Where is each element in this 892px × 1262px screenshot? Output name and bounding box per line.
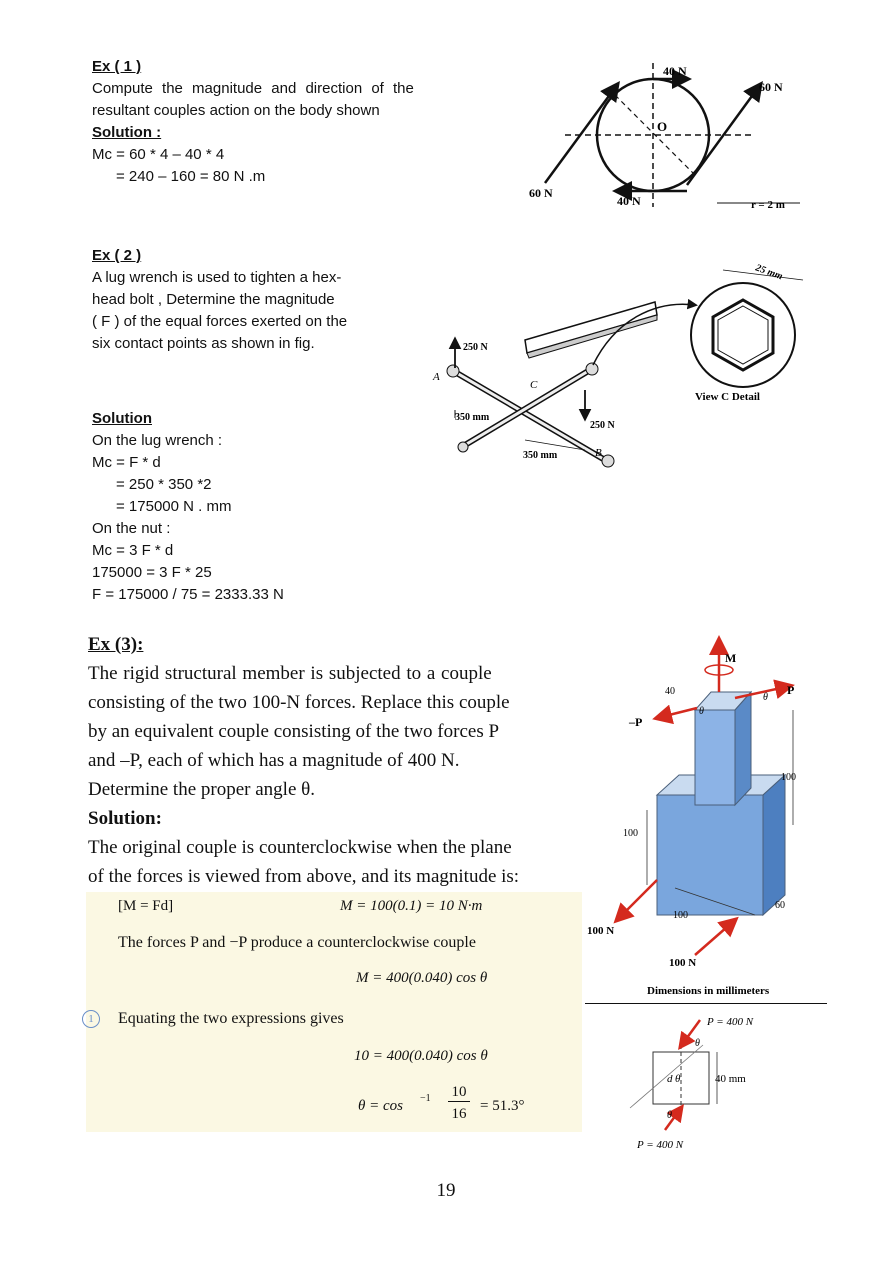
ex3-force-100-bottom: 100 N (669, 957, 697, 969)
ex2-step5: On the nut : (92, 520, 171, 537)
ex1-center-label: O (657, 119, 668, 134)
ex2-text (92, 245, 422, 355)
ex3-p-label: P (787, 683, 795, 697)
ex3-dim-100-right: 100 (781, 772, 796, 783)
ex3-dim-60: 60 (775, 900, 785, 911)
ex3-force-diagram (585, 1010, 830, 1155)
ex1-radius-label: r = 2 m (751, 199, 785, 211)
ex3-text (88, 630, 573, 891)
ex3-p-top: P = 400 N (707, 1016, 754, 1028)
ex3-neg-p-label: –P (629, 715, 643, 729)
ex2-problem-line4: six contact points as shown in fig. (92, 335, 315, 352)
ex3-block-figure (585, 630, 830, 1000)
ex3-theta-bottom: θ (667, 1110, 672, 1121)
ex3-problem-line3: by an equivalent couple consisting of the two forces P (88, 721, 500, 742)
ex3-force-100-left: 100 N (587, 925, 615, 937)
ex1-solution-label: Solution : (92, 124, 162, 141)
ex2-force1: 250 N (463, 342, 488, 353)
ex3-eq4-lhs: θ = cos (358, 1098, 403, 1114)
ex2-step1: On the lug wrench : (92, 432, 223, 449)
ex2-step8: F = 175000 / 75 = 2333.33 N (92, 586, 284, 603)
ex1-title: Ex ( 1 ) (92, 58, 142, 75)
ex3-equation-panel (86, 892, 582, 1132)
ex1-text (92, 56, 532, 188)
ex3-dim-100-bottom: 100 (673, 910, 688, 921)
ex3-eq2: M = 400(0.040) cos θ (356, 970, 488, 986)
ex3-eq4-den: 16 (451, 1106, 467, 1122)
ex3-forces-text: The forces P and −P produce a counterclockwise couple (118, 934, 476, 951)
ex2-dim1: 350 mm (455, 412, 490, 423)
ex3-problem-line5: Determine the proper angle θ. (88, 779, 315, 800)
ex1-force-bottom: 40 N (617, 194, 641, 208)
ex2-point-a: A (433, 371, 440, 383)
ex3-dim-40: 40 (665, 686, 675, 697)
ex3-moment-label: M (725, 651, 737, 665)
ex2-step4: = 175000 N . mm (116, 498, 232, 515)
ex2-problem-line1: A lug wrench is used to tighten a hex- (92, 269, 342, 286)
ex3-eq4-num: 10 (448, 1084, 470, 1102)
ex3-solution-line1: The original couple is counterclockwise when the plane (88, 837, 512, 858)
ex2-step2: Mc = F * d (92, 454, 161, 471)
ex3-theta-inner: θ (675, 1073, 681, 1085)
ex3-theta-top: θ (695, 1038, 700, 1049)
ex2-dim2: 350 mm (523, 450, 558, 461)
ex2-step6: Mc = 3 F * d (92, 542, 174, 559)
figure-divider (585, 1003, 827, 1004)
ex2-solution-label: Solution (92, 410, 152, 427)
ex3-dim-100-left: 100 (623, 828, 638, 839)
ex3-problem-line1: The rigid structural member is subjected to a couple (88, 663, 492, 684)
ex3-theta-right: θ (763, 692, 768, 703)
ex2-point-c: C (530, 379, 538, 391)
ex2-lug-wrench-figure (425, 240, 820, 485)
ex2-title: Ex ( 2 ) (92, 247, 142, 264)
ex2-point-b: B (595, 447, 602, 459)
ex3-theta-left: θ (699, 706, 704, 717)
ex3-title: Ex (3): (88, 634, 144, 655)
ex1-force-left: 60 N (529, 186, 553, 200)
ex3-solution-line2: of the forces is viewed from above, and its magnitude is: (88, 866, 520, 887)
ex3-dims-note: Dimensions in millimeters (647, 985, 770, 997)
ex2-problem-line2: head bolt , Determine the magnitude (92, 291, 335, 308)
ex2-force2: 250 N (590, 420, 615, 431)
ex3-eq1: M = 100(0.1) = 10 N·m (340, 898, 483, 914)
ex2-step7: 175000 = 3 F * 25 (92, 564, 212, 581)
ex1-calc-line1: Mc = 60 * 4 – 40 * 4 (92, 146, 225, 163)
ex1-couple-figure (525, 55, 815, 215)
ex2-step3: = 250 * 350 *2 (116, 476, 212, 493)
ex3-eq3: 10 = 400(0.040) cos θ (354, 1048, 488, 1064)
ex3-equating: Equating the two expressions gives (118, 1010, 344, 1027)
ex3-problem-line2: consisting of the two 100-N forces. Replace this couple (88, 692, 510, 713)
ex1-force-top: 40 N (663, 64, 687, 78)
page-number: 19 (436, 1180, 456, 1201)
ex2-dim-25: 25 mm (753, 262, 785, 283)
ex2-view-detail: View C Detail (695, 391, 760, 403)
ex2-solution (92, 408, 422, 606)
ex1-calc-line2: = 240 – 160 = 80 N .m (116, 168, 266, 185)
ex1-problem-line1: Compute the magnitude and direction of the (92, 80, 414, 97)
ex3-dim-40mm: 40 mm (715, 1073, 746, 1085)
ex3-eq1-tag: [M = Fd] (118, 898, 174, 914)
ex1-force-right: 60 N (759, 80, 783, 94)
ex1-problem-line2: resultant couples action on the body shown (92, 102, 380, 119)
ex3-eq4-rhs: = 51.3° (480, 1098, 525, 1114)
ex3-d-label: d (667, 1073, 673, 1085)
step-marker-icon: 1 (82, 1010, 100, 1028)
ex2-problem-line3: ( F ) of the equal forces exerted on the (92, 313, 348, 330)
ex3-p-bottom: P = 400 N (637, 1139, 684, 1151)
ex3-solution-label: Solution: (88, 808, 162, 829)
ex3-problem-line4: and –P, each of which has a magnitude of 400 N. (88, 750, 460, 771)
ex3-eq4-sup: −1 (420, 1093, 431, 1104)
